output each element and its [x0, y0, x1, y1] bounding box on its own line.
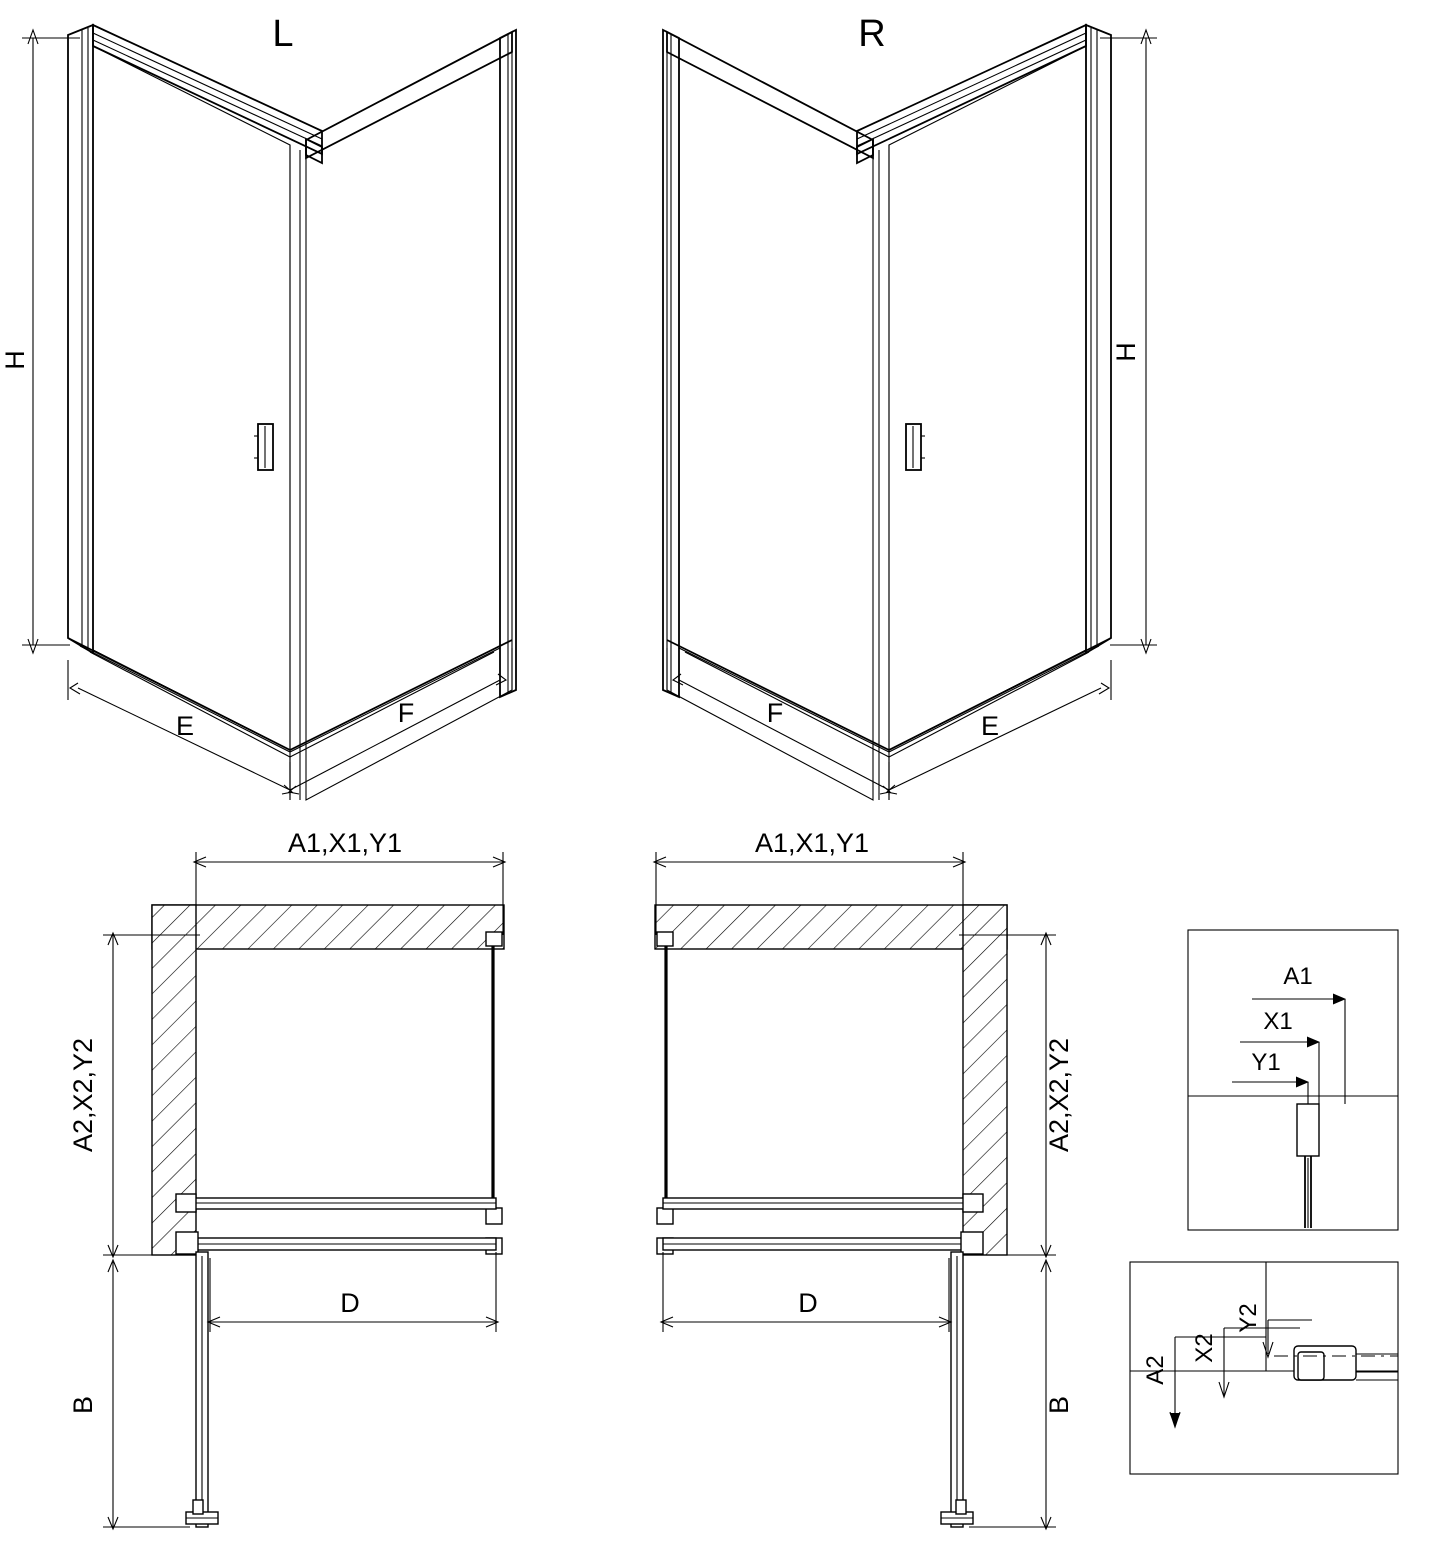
- detail-top-label-y1: Y1: [1251, 1049, 1281, 1076]
- iso-left-variant-label: L: [272, 13, 294, 55]
- plan-right-wall-top: [655, 905, 1007, 949]
- plan-right-fixed-panel-horizontal: [663, 1198, 973, 1209]
- plan-left-inner-dim-label: D: [340, 1288, 360, 1318]
- plan-left-threshold: [186, 1238, 496, 1250]
- iso-left-label-e: E: [175, 711, 195, 741]
- iso-right-door-panel: [667, 32, 873, 800]
- detail-bottom-a2-dimension: [1170, 1337, 1266, 1427]
- plan-left-bracket-mid: [486, 1208, 502, 1224]
- iso-left-height-label: H: [0, 350, 30, 370]
- plan-left-door-dim-label: B: [68, 1395, 98, 1415]
- plan-right-door-leaf: [941, 1252, 973, 1527]
- iso-right-label-e: E: [980, 711, 1000, 741]
- detail-top-label-a1: A1: [1283, 963, 1313, 990]
- detail-bottom-label-a2: A2: [1142, 1355, 1169, 1385]
- detail-bottom-label-x2: X2: [1191, 1333, 1218, 1363]
- iso-right-height-label: H: [1111, 342, 1141, 362]
- iso-right-top-rail: [857, 25, 1086, 154]
- plan-right-bracket-top: [657, 932, 673, 946]
- iso-left-height-dimension: [22, 30, 80, 653]
- plan-right-side-dim-label: A2,X2,Y2: [1044, 1037, 1074, 1153]
- iso-right-label-f: F: [766, 698, 784, 728]
- plan-right-bracket-mid: [657, 1208, 673, 1224]
- iso-left-door-handle: [254, 424, 273, 470]
- plan-right-door-dimension: [969, 1260, 1056, 1529]
- plan-right-corner-post: [961, 1232, 983, 1254]
- iso-view-right: [663, 25, 1157, 800]
- plan-left-corner-post: [176, 1232, 198, 1254]
- iso-left-label-f: F: [397, 698, 415, 728]
- plan-left-door-dimension: [103, 1260, 190, 1529]
- iso-right-height-dimension: [1100, 30, 1157, 653]
- plan-view-left: [103, 852, 505, 1529]
- iso-left-side-panel: [68, 25, 93, 653]
- detail-bottom-hinge: [1294, 1346, 1398, 1380]
- detail-top-y1-dimension: [1232, 1082, 1308, 1104]
- plan-right-door-dim-label: B: [1044, 1395, 1074, 1415]
- plan-left-bracket-top: [486, 932, 502, 946]
- plan-left-fixed-panel-horizontal: [186, 1198, 496, 1209]
- detail-view-bottom: [1130, 1262, 1398, 1474]
- plan-left-top-dim-label: A1,X1,Y1: [287, 828, 403, 858]
- detail-bottom-frame: [1130, 1262, 1398, 1474]
- plan-left-door-leaf: [186, 1252, 218, 1527]
- detail-bottom-label-y2: Y2: [1235, 1303, 1262, 1333]
- iso-right-fixed-glass: [889, 46, 1086, 750]
- detail-top-label-x1: X1: [1263, 1008, 1293, 1035]
- detail-top-profile: [1297, 1104, 1319, 1228]
- iso-left-door-panel: [306, 32, 512, 800]
- iso-view-left: [22, 25, 516, 800]
- plan-right-inner-dim-label: D: [798, 1288, 818, 1318]
- iso-right-variant-label: R: [858, 13, 886, 55]
- plan-right-threshold: [663, 1238, 973, 1250]
- plan-left-wall-profile: [176, 1194, 196, 1212]
- iso-left-fixed-glass: [93, 46, 290, 750]
- plan-right-wall-profile: [963, 1194, 983, 1212]
- iso-right-door-handle: [906, 424, 925, 470]
- iso-right-side-panel: [1086, 25, 1111, 653]
- plan-left-side-dim-label: A2,X2,Y2: [68, 1037, 98, 1153]
- detail-bottom-x2-dimension: [1219, 1328, 1300, 1397]
- plan-left-wall-top: [152, 905, 504, 949]
- plan-view-right: [654, 852, 1056, 1529]
- plan-right-top-dim-label: A1,X1,Y1: [754, 828, 870, 858]
